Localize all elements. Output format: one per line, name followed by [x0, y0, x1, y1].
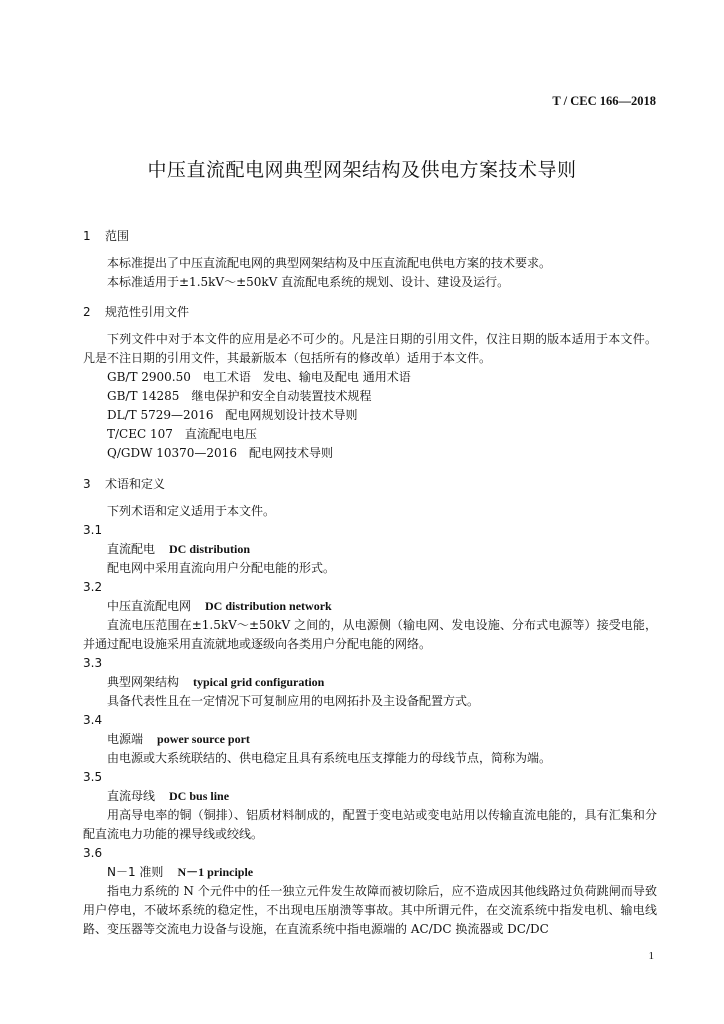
term-definition: 用高导电率的铜（铜排）、铝质材料制成的，配置于变电站或变电站用以传输直流电能的，具有汇集和分配直流电力功能的裸导线或绞线。	[83, 808, 657, 841]
term-number: 3.4	[83, 713, 103, 727]
term-number: 3.6	[83, 846, 103, 860]
term-title	[83, 787, 657, 806]
section-number: 1	[83, 229, 91, 243]
term-entry	[83, 654, 657, 711]
term-en: power source port	[157, 732, 250, 746]
paragraph: 下列文件中对于本文件的应用是必不可少的。凡是注日期的引用文件，仅注日期的版本适用于本文件。凡是不注日期的引用文件，其最新版本（包括所有的修改单）适用于本文件。	[83, 332, 657, 365]
page-number: 1	[648, 950, 654, 962]
term-number: 3.3	[83, 656, 103, 670]
section-heading	[83, 227, 657, 246]
term-cn: 中压直流配电网	[107, 599, 192, 613]
section-title: 规范性引用文件	[105, 305, 190, 319]
term-definition: 指电力系统的 N 个元件中的任一独立元件发生故障而被切除后，应不造成因其他线路过负荷跳闸而导致用户停电，不破坏系统的稳定性，不出现电压崩溃等事故。其中所谓元件，在交流系统中指发电机、输电线路、变压器等交流电力设备与设施，在直流系统中指电源端的 AC/DC 换流器或 DC/DC	[83, 884, 657, 936]
section-heading	[83, 475, 657, 494]
term-entry	[83, 521, 657, 578]
term-cn: 电源端	[107, 732, 144, 746]
term-cn: 直流配电	[107, 542, 156, 556]
term-title	[83, 597, 657, 616]
term-definition: 具备代表性且在一定情况下可复制应用的电网拓扑及主设备配置方式。	[107, 694, 480, 708]
term-cn: 直流母线	[107, 789, 156, 803]
section-number: 2	[83, 305, 91, 319]
term-title	[83, 730, 657, 749]
paragraph: 本标准提出了中压直流配电网的典型网架结构及中压直流配电供电方案的技术要求。	[107, 256, 552, 270]
term-en: typical grid configuration	[193, 675, 325, 689]
reference-item: T/CEC 107 直流配电电压	[107, 427, 257, 441]
standard-code-header: T / CEC 166—2018	[552, 94, 656, 108]
term-entry	[83, 844, 657, 939]
reference-item: GB/T 14285 继电保护和安全自动装置技术规程	[107, 389, 372, 403]
term-title	[83, 673, 657, 692]
term-number: 3.5	[83, 770, 103, 784]
term-cn: N－1 准则	[107, 865, 164, 879]
term-entry	[83, 768, 657, 844]
section-3	[83, 475, 657, 939]
paragraph: 本标准适用于±1.5kV～±50kV 直流配电系统的规划、设计、建设及运行。	[107, 275, 510, 289]
reference-item: GB/T 2900.50 电工术语 发电、输电及配电 通用术语	[107, 370, 411, 384]
term-definition: 配电网中采用直流向用户分配电能的形式。	[107, 561, 336, 575]
document-title: 中压直流配电网典型网架结构及供电方案技术导则	[147, 159, 577, 181]
section-number: 3	[83, 477, 91, 491]
reference-item: Q/GDW 10370—2016 配电网技术导则	[107, 446, 333, 460]
term-en: N－1 principle	[177, 865, 254, 879]
term-number: 3.1	[83, 523, 103, 537]
term-en: DC bus line	[169, 789, 230, 803]
section-title: 术语和定义	[105, 477, 166, 491]
term-definition: 直流电压范围在±1.5kV～±50kV 之间的，从电源侧（输电网、发电设施、分布式电源等）接受电能，并通过配电设施采用直流就地或逐级向各类用户分配电能的网络。	[83, 618, 657, 651]
term-title	[83, 540, 657, 559]
term-en: DC distribution network	[205, 599, 332, 613]
section-heading	[83, 303, 657, 322]
term-entry	[83, 711, 657, 768]
section-title: 范围	[105, 229, 130, 243]
section-1	[83, 227, 657, 292]
term-entry	[83, 578, 657, 654]
term-en: DC distribution	[169, 542, 251, 556]
term-definition: 由电源或大系统联结的、供电稳定且具有系统电压支撑能力的母线节点，简称为端。	[107, 751, 552, 765]
reference-item: DL/T 5729—2016 配电网规划设计技术导则	[107, 408, 358, 422]
paragraph: 下列术语和定义适用于本文件。	[107, 504, 276, 518]
term-title	[83, 863, 657, 882]
section-2	[83, 303, 657, 463]
term-cn: 典型网架结构	[107, 675, 180, 689]
term-number: 3.2	[83, 580, 103, 594]
